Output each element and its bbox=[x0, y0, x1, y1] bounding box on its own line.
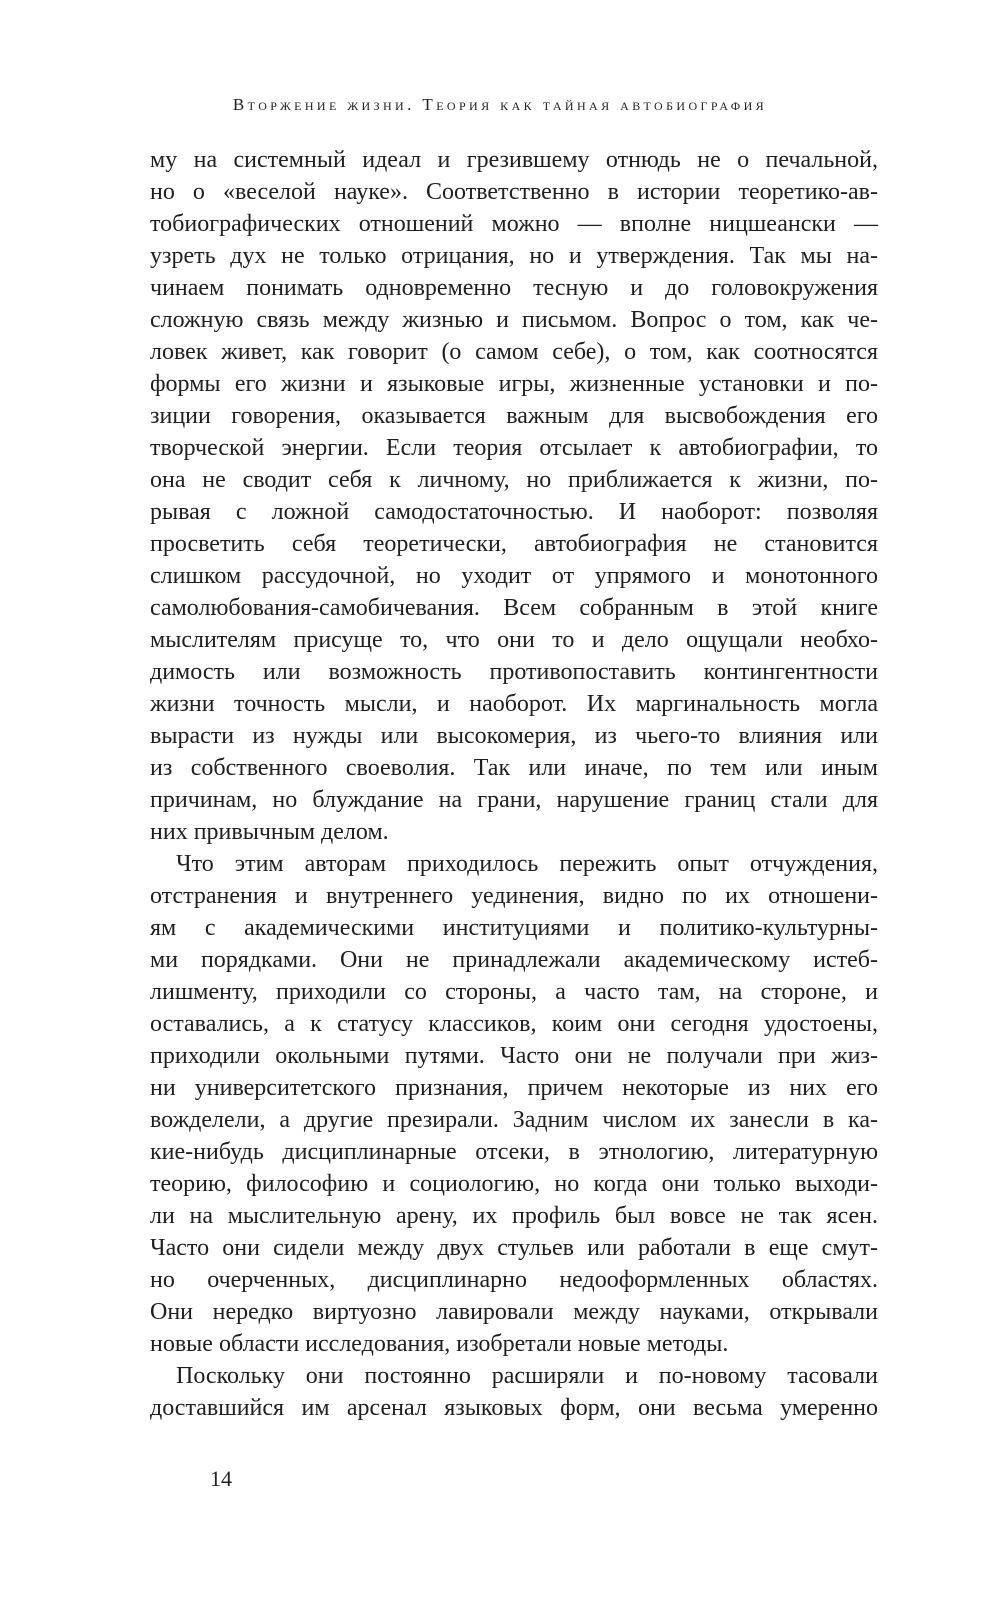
text-line: творческой энергии. Если теория отсылает к автобиографии, то bbox=[150, 435, 878, 461]
text-line: зиции говорения, оказывается важным для высвобождения его bbox=[150, 403, 878, 429]
text-line: просветить себя теоретически, автобиография не становится bbox=[150, 531, 878, 557]
text-line: но о «веселой науке». Соответственно в истории теоретико-ав- bbox=[150, 179, 878, 205]
text-line: узреть дух не только отрицания, но и утверждения. Так мы на- bbox=[150, 243, 878, 269]
running-head: Вторжение жизни. Теория как тайная автобиография bbox=[232, 95, 768, 114]
text-line: вожделели, а другие презирали. Задним числом их занесли в ка- bbox=[150, 1107, 878, 1133]
text-line: формы его жизни и языковые игры, жизненные установки и по- bbox=[150, 371, 878, 397]
text-line: сложную связь между жизнью и письмом. Вопрос о том, как че- bbox=[150, 307, 878, 333]
text-line: отстранения и внутреннего уединения, видно по их отношени- bbox=[150, 883, 878, 909]
text-line: Часто они сидели между двух стульев или работали в еще смут- bbox=[150, 1235, 878, 1261]
text-line: ловек живет, как говорит (о самом себе), о том, как соотносятся bbox=[150, 339, 878, 365]
text-line: Поскольку они постоянно расширяли и по-новому тасовали bbox=[176, 1363, 878, 1389]
text-line: слишком рассудочной, но уходит от упрямого и монотонного bbox=[150, 563, 878, 589]
page-number: 14 bbox=[210, 1466, 232, 1491]
text-line: кие-нибудь дисциплинарные отсеки, в этнологию, литературную bbox=[150, 1139, 878, 1165]
text-line: но очерченных, дисциплинарно недооформленных областях. bbox=[150, 1267, 878, 1293]
text-line: теорию, философию и социологию, но когда они только выходи- bbox=[150, 1171, 878, 1197]
text-line: вырасти из нужды или высокомерия, из чьего-то влияния или bbox=[150, 723, 878, 749]
text-line: она не сводит себя к личному, но приближается к жизни, по- bbox=[150, 467, 878, 493]
paragraph bbox=[150, 1360, 878, 1424]
text-line: них привычным делом. bbox=[150, 819, 389, 845]
paragraph bbox=[150, 848, 878, 1360]
text-line: чинаем понимать одновременно тесную и до головокружения bbox=[150, 275, 878, 301]
text-line: тобиографических отношений можно — вполне ницшеански — bbox=[150, 211, 878, 237]
text-line: мыслителям присуще то, что они то и дело ощущали необхо- bbox=[150, 627, 878, 653]
text-line: ли на мыслительную арену, их профиль был вовсе не так ясен. bbox=[150, 1203, 878, 1229]
text-line: лишменту, приходили со стороны, а часто там, на стороне, и bbox=[150, 979, 878, 1005]
text-line: причинам, но блуждание на грани, нарушение границ стали для bbox=[150, 787, 878, 813]
text-line: Они нередко виртуозно лавировали между науками, открывали bbox=[150, 1299, 878, 1325]
paragraph bbox=[150, 144, 878, 848]
text-line: из собственного своеволия. Так или иначе, по тем или иным bbox=[150, 755, 878, 781]
text-line: ми порядками. Они не принадлежали академическому истеб- bbox=[150, 947, 878, 973]
text-line: доставшийся им арсенал языковых форм, они весьма умеренно bbox=[150, 1395, 878, 1421]
text-line: рывая с ложной самодостаточностью. И наоборот: позволяя bbox=[150, 499, 878, 525]
text-line: приходили окольными путями. Часто они не получали при жиз- bbox=[150, 1043, 878, 1069]
body-text bbox=[150, 144, 878, 1424]
text-line: новые области исследования, изобретали новые методы. bbox=[150, 1331, 729, 1357]
text-line: димость или возможность противопоставить контингентности bbox=[150, 659, 878, 685]
text-line: жизни точность мысли, и наоборот. Их маргинальность могла bbox=[150, 691, 878, 717]
text-line: ям с академическими институциями и политико-культурны- bbox=[150, 915, 878, 941]
text-line: му на системный идеал и грезившему отнюдь не о печальной, bbox=[150, 147, 878, 173]
text-line: Что этим авторам приходилось пережить опыт отчуждения, bbox=[176, 851, 878, 877]
text-line: самолюбования-самобичевания. Всем собранным в этой книге bbox=[150, 595, 878, 621]
text-line: оставались, а к статусу классиков, коим они сегодня удостоены, bbox=[150, 1011, 878, 1037]
text-line: ни университетского признания, причем некоторые из них его bbox=[150, 1075, 878, 1101]
